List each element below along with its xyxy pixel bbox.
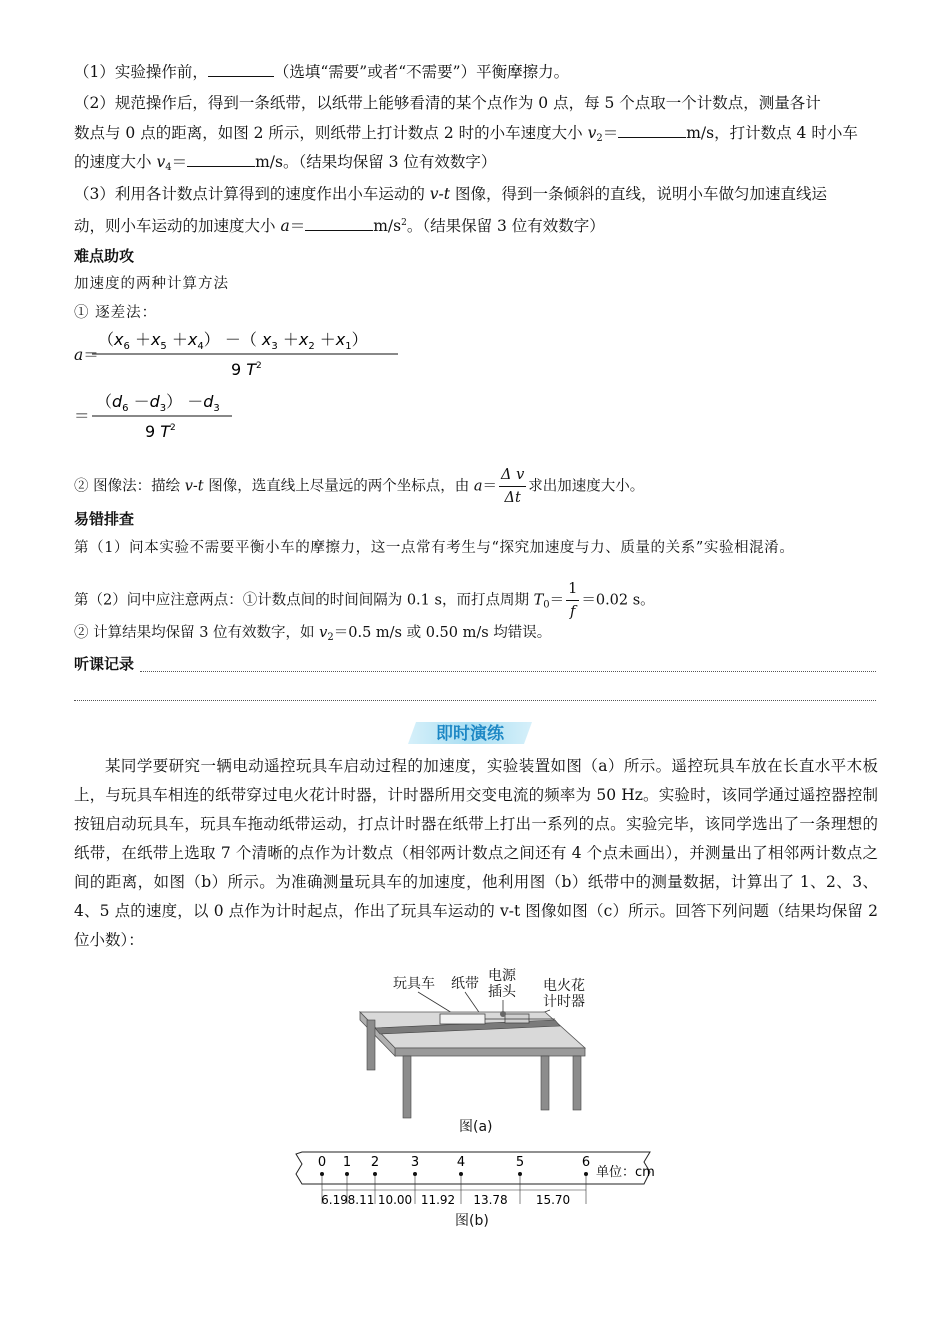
tape-dot xyxy=(459,1172,463,1176)
label-car: 玩具车 xyxy=(393,976,435,992)
question-2-line-2: 数点与 0 点的距离，如图 2 所示，则纸带上打计数点 2 时的小车速度大小 $v_2= m/s$，打计数点 4 时小车 xyxy=(74,124,858,144)
question-2-line-1: （2）规范操作后，得到一条纸带，以纸带上能够看清的某个点作为 0 点，每 5 个点取一个计数点，测量各计 xyxy=(74,94,821,112)
q1-text: （1）实验操作前， xyxy=(74,63,208,81)
banner-text: 即时演练 xyxy=(436,724,504,744)
label-plug-2: 插头 xyxy=(488,984,516,1000)
question-2-line-3: 的速度大小 $v_4= m/s$。（结果均保留 3 位有效数字） xyxy=(74,153,497,173)
tape-dot xyxy=(320,1172,324,1176)
mistake-title: 易错排查 xyxy=(74,510,135,528)
tape-unit: 单位：cm xyxy=(596,1165,655,1180)
tape-distance-label: 10.00 xyxy=(377,1193,413,1207)
label-timer-1: 电火花 xyxy=(543,978,585,994)
label-timer-2: 计时器 xyxy=(543,994,585,1010)
label-plug-1: 电源 xyxy=(488,968,516,984)
label-tape: 纸带 xyxy=(451,976,479,992)
tape-distance-label: 13.78 xyxy=(473,1193,508,1207)
one-over-f: $\frac{1}{f}$ xyxy=(566,578,579,623)
caption-b: 图(b) xyxy=(455,1213,489,1229)
figure-a xyxy=(355,968,595,1138)
tape-dot xyxy=(518,1172,522,1176)
tape-distance-label: 6.19 xyxy=(321,1193,348,1207)
v4-symbol: v xyxy=(156,153,166,171)
formula-a-label: a＝ xyxy=(74,346,99,364)
tape-dot xyxy=(584,1172,588,1176)
formula-1 xyxy=(90,326,400,382)
answer-blank-v4[interactable] xyxy=(187,151,255,167)
answer-blank-1[interactable] xyxy=(208,61,274,77)
figure-b xyxy=(290,1148,660,1233)
question-1 xyxy=(74,61,569,83)
notes-line[interactable] xyxy=(140,671,876,672)
help-subtitle: 加速度的两种计算方法 xyxy=(74,276,229,292)
section-divider xyxy=(74,700,876,701)
notes-title: 听课记录 xyxy=(74,655,135,673)
svg-text:9 T2: 9 $T^2$ xyxy=(231,360,262,379)
v2-symbol: v xyxy=(587,124,597,142)
svg-text:（x6 ＋x5 ＋x4） －（ x3 ＋x2 ＋x1）: $(x_6 +x_5 +x_4)$ －（ $x_3 +x_2 +x_1$） xyxy=(98,330,368,352)
method-2: ② 图像法：描绘 v-t 图像，选直线上尽量远的两个坐标点，由 a＝ $\frac{\text{Δ v}}{\Delta t}$ 求出加速度大小。 xyxy=(74,464,644,509)
tape-point-label: 3 xyxy=(410,1155,420,1170)
svg-text:9 T2: 9 $T^2$ xyxy=(145,422,176,441)
practice-banner xyxy=(404,718,536,748)
svg-text:（d6 －d3） －d3: $(d_6 -d_3) -d_3$ xyxy=(96,392,220,414)
tape-point-label: 2 xyxy=(370,1155,380,1170)
tape-point-label: 6 xyxy=(581,1155,591,1170)
tape-distance-label: 15.70 xyxy=(535,1193,571,1207)
tape-point-label: 4 xyxy=(456,1155,466,1170)
mistake-line-1: 第（1）问本实验不需要平衡小车的摩擦力，这一点常有考生与“探究加速度与力、质量的关系”实验相混淆。 xyxy=(74,540,795,556)
dv-dt-fraction: $\frac{\text{Δ v}}{\Delta t}$ xyxy=(499,464,526,509)
tape-dot xyxy=(413,1172,417,1176)
practice-text: 某同学要研究一辆电动遥控玩具车启动过程的加速度，实验装置如图（a）所示。遥控玩具车放在长直水平木板上，与玩具车相连的纸带穿过电火花计时器，计时器所用交变电流的频率为 50 Hz。实验时，该同学通过遥控器控制按钮启动玩具车，玩具车拖动纸带运动，打点计时器在纸带上打出一系列的点。实验完毕，该同学选出了一条理想的纸带，在纸带上选取 7 个清晰的点作为计数点（相邻两计数点之间还有 4 个点未画出），并测量出了相邻两计数点之间的距离，如图（b）所示。为准确测量玩具车的加速度，他利用图（b）纸带中的测量数据，计算出了 1、2、3、4、5 点的速度，以 0 点作为计时起点，作出了玩具车运动的 v-t 图像如图（c）所示。回答下列问题（结果均保留 2 位小数）： xyxy=(74,757,878,949)
method-1-label: ① 逐差法： xyxy=(74,305,158,321)
tape-dot xyxy=(345,1172,349,1176)
tape-dot xyxy=(373,1172,377,1176)
q1-suffix: （选填“需要”或者“不需要”）平衡摩擦力。 xyxy=(273,63,570,81)
help-title: 难点助攻 xyxy=(74,247,135,265)
caption-a: 图(a) xyxy=(459,1119,493,1135)
answer-blank-a[interactable] xyxy=(305,215,373,231)
tape-point-label: 5 xyxy=(515,1155,525,1170)
formula-eq-sign: ＝ xyxy=(74,407,90,425)
mistake-line-3: ② 计算结果均保留 3 位有效数字，如 $v_2=0.5$ m/s 或 0.50 m/s 均错误。 xyxy=(74,625,552,643)
tape-distance-label: 8.11 xyxy=(347,1193,375,1207)
tape-point-label: 1 xyxy=(342,1155,352,1170)
tape-distance-label: 11.92 xyxy=(420,1193,456,1207)
mistake-line-2: 第（2）问中应注意两点：①计数点间的时间间隔为 0.1 s，而打点周期 $T_0=$ $\frac{1}{f}$ ＝0.02 s。 xyxy=(74,578,655,623)
question-3-line-1: （3）利用各计数点计算得到的速度作出小车运动的 v-t 图像，得到一条倾斜的直线，说明小车做匀加速直线运 xyxy=(74,185,827,203)
toy-car xyxy=(440,1014,485,1024)
spark-timer xyxy=(505,1014,529,1023)
formula-2 xyxy=(90,388,240,444)
tape-point-label: 0 xyxy=(317,1155,327,1170)
answer-blank-v2[interactable] xyxy=(618,122,686,138)
question-3-line-2: 动，则小车运动的加速度大小 $a= m/s^2$。（结果保留 3 位有效数字） xyxy=(74,217,605,235)
